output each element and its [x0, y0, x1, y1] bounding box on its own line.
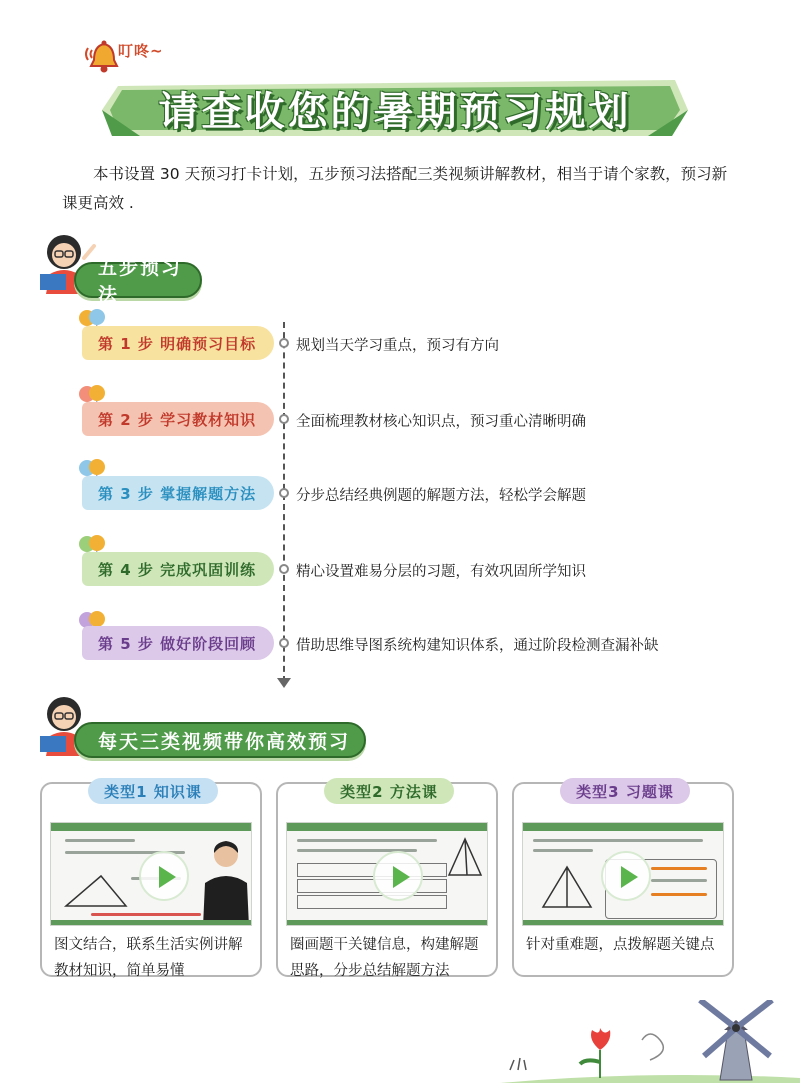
- step-1-desc: 规划当天学习重点，预习有方向: [296, 338, 499, 354]
- card-tab: 类型1 知识课: [88, 778, 218, 804]
- card-description: 圈画题干关键信息，构建解题思路，分步总结解题方法: [290, 937, 479, 979]
- teacher-image: [199, 831, 252, 926]
- timeline-dot: [279, 338, 289, 348]
- video-card-exercise[interactable]: [512, 782, 734, 977]
- timeline-dot: [279, 488, 289, 498]
- card-description: 针对重难题，点拨解题关键点: [526, 937, 715, 953]
- triangle-figure: [61, 871, 131, 911]
- intro-paragraph: 本书设置 30 天预习打卡计划，五步预习法搭配三类视频讲解教材，相当于请个家教，预习新课更高效 .: [62, 165, 728, 212]
- video-card-knowledge[interactable]: [40, 782, 262, 977]
- timeline-line: [283, 322, 285, 682]
- step-3-desc: 分步总结经典例题的解题方法，轻松学会解题: [296, 488, 586, 504]
- play-button-icon[interactable]: [601, 851, 651, 901]
- step-1-label: 第 1 步 明确预习目标: [82, 326, 274, 360]
- page-title: 请查收您的暑期预习规划: [158, 88, 632, 135]
- timeline-dot: [279, 638, 289, 648]
- step-2-desc: 全面梳理教材核心知识点，预习重心清晰明确: [296, 414, 586, 430]
- timeline-arrow-icon: [277, 678, 291, 688]
- step-5-label: 第 5 步 做好阶段回顾: [82, 626, 274, 660]
- timeline-dot: [279, 564, 289, 574]
- play-button-icon[interactable]: [373, 851, 423, 901]
- bell-text: 叮咚~: [118, 42, 164, 60]
- card-tab: 类型2 方法课: [324, 778, 454, 804]
- timeline-dot: [279, 414, 289, 424]
- triangle-figure: [537, 863, 597, 913]
- card-tab: 类型3 习题课: [560, 778, 690, 804]
- step-3-label: 第 3 步 掌握解题方法: [82, 476, 274, 510]
- step-4-label: 第 4 步 完成巩固训练: [82, 552, 274, 586]
- section-five-steps-title: 五步预习法: [74, 262, 202, 298]
- card-description: 图文结合，联系生活实例讲解教材知识，简单易懂: [54, 937, 243, 979]
- video-thumbnail[interactable]: [286, 822, 488, 926]
- video-thumbnail[interactable]: [50, 822, 252, 926]
- video-card-method[interactable]: [276, 782, 498, 977]
- windmill-flower-decoration: [500, 1000, 800, 1083]
- step-5-desc: 借助思维导图系统构建知识体系，通过阶段检测查漏补缺: [296, 638, 659, 654]
- triangle-figure: [445, 835, 485, 879]
- play-button-icon[interactable]: [139, 851, 189, 901]
- section-videos-title: 每天三类视频带你高效预习: [74, 722, 366, 758]
- step-2-label: 第 2 步 学习教材知识: [82, 402, 274, 436]
- video-thumbnail[interactable]: [522, 822, 724, 926]
- step-4-desc: 精心设置难易分层的习题，有效巩固所学知识: [296, 564, 586, 580]
